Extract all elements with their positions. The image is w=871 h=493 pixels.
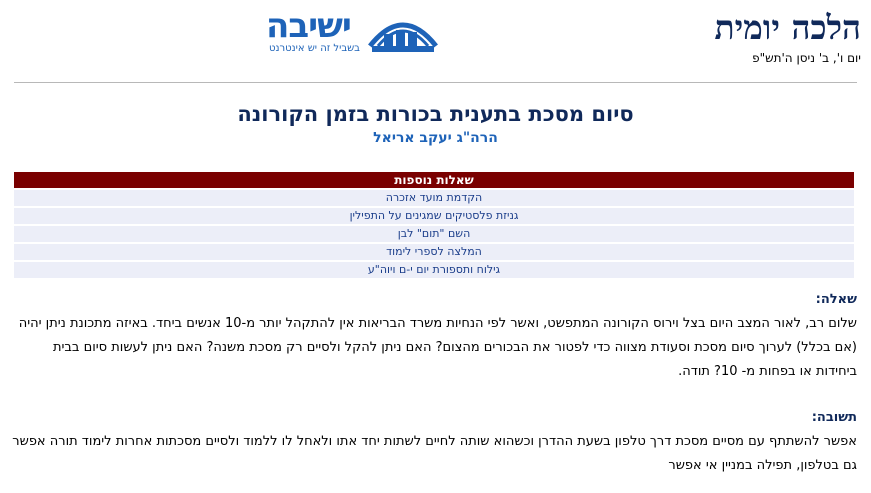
question-label: שאלה: [815, 292, 857, 307]
article-author[interactable]: הרה"ג יעקב אריאל [373, 130, 498, 146]
kotel-arch-icon [366, 10, 440, 56]
answer-text: אפשר להשתתף עם מסיים מסכת דרך טלפון בשעת ההדרן וכשהוא שותה לחיים לשתות יחד אתו ולאחל לו ללמוד ולסיים מסכתות אחרות לימוד תורה אפשר גם בטלפון, תפילה במניין אי אפשר [12, 434, 857, 473]
related-question-link[interactable]: גילוח ותספורת יום י-ם ויוה"ע [14, 260, 854, 278]
question-text: שלום רב, לאור המצב היום בצל וירוס הקורונה המתפשט, ואשר לפי הנחיות משרד הבריאות אין להתקהל יותר מ-10 אנשים ביחד. באיזה מתכונת ניתן יהיה (אם בכלל) לערוך סיום מסכת וסעודת מצווה כדי לפטור את הבכורים מהצום? האם ניתן להקל ולסיים רק מסכת משנה? האם ניתן לעשות סיום בבית ביחידות או בפחות מ- 10? תודה. [18, 316, 857, 379]
related-question-link[interactable]: השם "תום" לבן [14, 224, 854, 242]
hebrew-date: יום ו', ב' ניסן ה'תש"פ [752, 51, 861, 65]
site-header [0, 0, 871, 80]
logo-tagline: בשביל זה יש אינטרנט [269, 43, 360, 54]
site-title[interactable]: הלכה יומית [714, 8, 861, 47]
logo-wordmark: ישיבה [266, 6, 351, 46]
related-question-link[interactable]: גניזת פלסטיקים שמגינים על התפילין [14, 206, 854, 224]
article-title: סיום מסכת בתענית בכורות בזמן הקורונה [237, 102, 634, 126]
related-question-link[interactable]: המלצה לספרי לימוד [14, 242, 854, 260]
yeshiva-logo[interactable] [266, 8, 442, 60]
header-divider [14, 82, 857, 83]
answer-label: תשובה: [811, 410, 857, 425]
related-question-link[interactable]: הקדמת מועד אזכרה [14, 188, 854, 206]
related-questions-box [14, 172, 854, 278]
related-questions-heading: שאלות נוספות [14, 172, 854, 188]
